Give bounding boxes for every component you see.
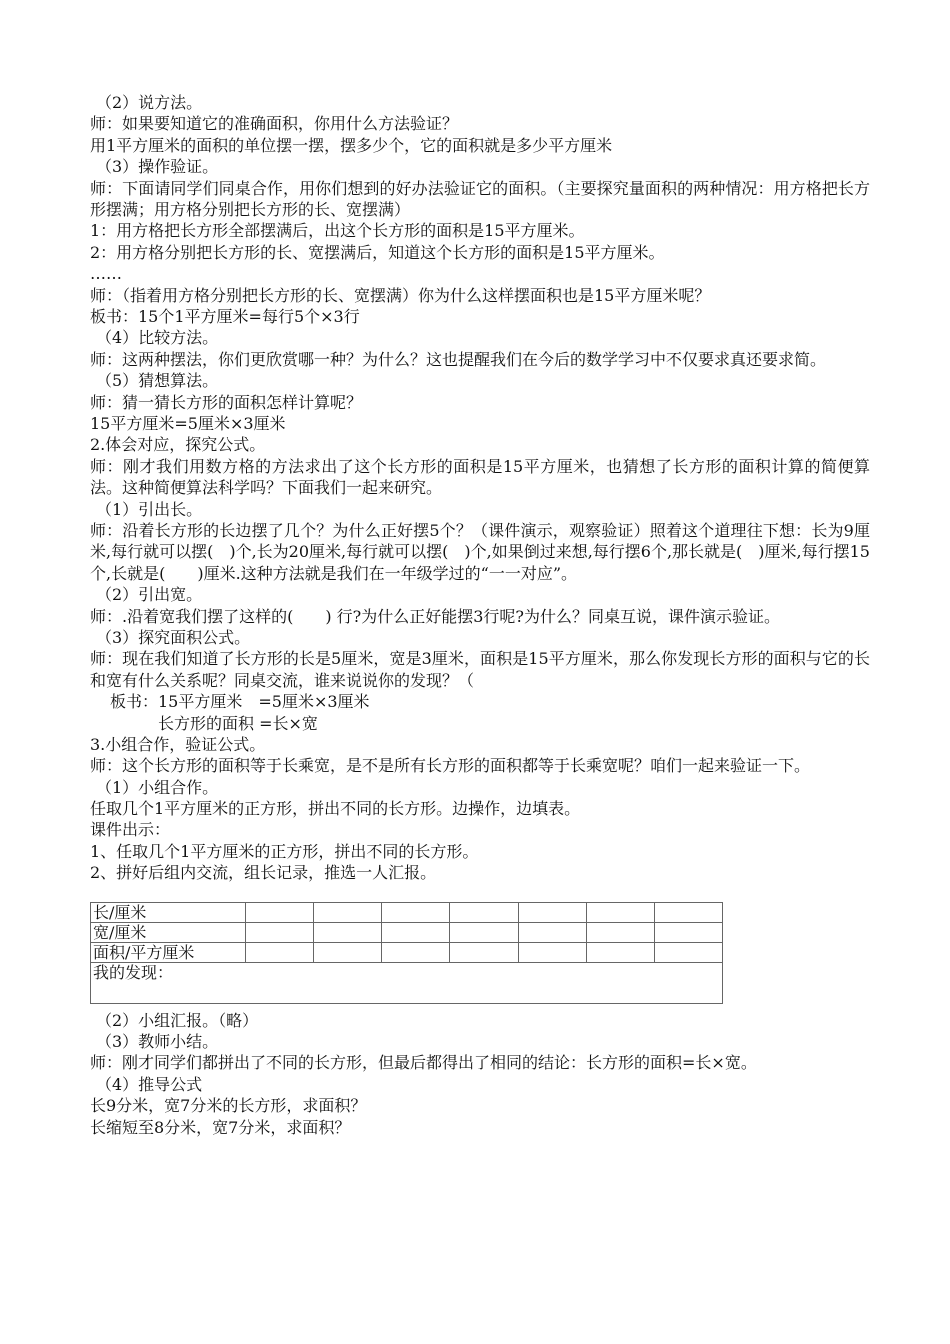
result-2: 2：用方格分别把长方形的长、宽摆满后，知道这个长方形的面积是15平方厘米。 xyxy=(90,242,665,262)
table-cell xyxy=(654,922,722,942)
section-summary xyxy=(90,1010,870,1138)
courseware-item-2: 2、拼好后组内交流，组长记录，推选一人汇报。 xyxy=(90,863,437,883)
teacher-verify-all: 师：这个长方形的面积等于长乘宽，是不是所有长方形的面积都等于长乘宽呢？咱们一起来验证一下。 xyxy=(90,756,811,776)
teacher-formula: 师：现在我们知道了长方形的长是5厘米，宽是3厘米，面积是15平方厘米，那么你发现长方形的面积与它的长和宽有什么关系呢？同桌交流，谁来说说你的发现？（ xyxy=(90,649,870,690)
board-note-1: 板书：15个1平方厘米=每行5个×3行 xyxy=(90,306,360,326)
board-note-2: 板书：15平方厘米 =5厘米×3厘米 xyxy=(110,692,370,712)
table-cell xyxy=(450,902,518,922)
teacher-question: 师：如果要知道它的准确面积，你用什么方法验证？ xyxy=(90,114,459,134)
table-cell xyxy=(314,922,382,942)
section-2-heading: 2.体会对应，探究公式。 xyxy=(90,435,266,455)
heading-width: （2）引出宽。 xyxy=(96,585,203,605)
heading-verify: （3）操作验证。 xyxy=(96,157,219,177)
table-cell xyxy=(382,942,450,962)
table-cell xyxy=(518,942,586,962)
table-cell xyxy=(518,922,586,942)
table-cell xyxy=(314,942,382,962)
table-cell xyxy=(382,902,450,922)
table-row xyxy=(91,942,723,962)
table-cell xyxy=(246,902,314,922)
section-method xyxy=(90,92,870,734)
table-cell xyxy=(586,942,654,962)
table-cell xyxy=(586,922,654,942)
heading-derive: （4）推导公式 xyxy=(96,1074,203,1094)
heading-length: （1）引出长。 xyxy=(96,499,203,519)
heading-guess: （5）猜想算法。 xyxy=(96,371,219,391)
teacher-width: 师：.沿着宽我们摆了这样的( ) 行?为什么正好能摆3行呢?为什么？同桌互说，课件演示验证。 xyxy=(90,606,780,626)
teacher-summary: 师：刚才同学们都拼出了不同的长方形，但最后都得出了相同的结论：长方形的面积=长×宽。 xyxy=(90,1053,757,1073)
teacher-instruction: 师：下面请同学们同桌合作，用你们想到的好办法验证它的面积。（主要探究量面积的两种情况：用方格把长方形摆满；用方格分别把长方形的长、宽摆满） xyxy=(90,178,870,219)
table-cell xyxy=(450,942,518,962)
record-table xyxy=(90,902,723,1004)
row-header-area: 面积/平方厘米 xyxy=(91,942,246,962)
table-cell xyxy=(518,902,586,922)
row-header-width: 宽/厘米 xyxy=(91,922,246,942)
document-page xyxy=(90,92,870,1138)
section-3-heading: 3.小组合作，验证公式。 xyxy=(90,734,266,754)
heading-group: （1）小组合作。 xyxy=(96,777,219,797)
courseware-label: 课件出示： xyxy=(90,820,171,840)
table-row xyxy=(91,922,723,942)
table-cell xyxy=(450,922,518,942)
heading-compare: （4）比较方法。 xyxy=(96,328,219,348)
table-row xyxy=(91,902,723,922)
table-cell xyxy=(314,902,382,922)
exercise-1: 长9分米，宽7分米的长方形，求面积？ xyxy=(90,1096,367,1116)
board-note-3: 长方形的面积 =长×宽 xyxy=(158,713,318,733)
heading-report: （2）小组汇报。（略） xyxy=(96,1010,259,1030)
findings-cell: 我的发现： xyxy=(91,962,723,1003)
heading-say-method: （2）说方法。 xyxy=(96,93,203,112)
teacher-compare: 师：这两种摆法，你们更欣赏哪一种？为什么？这也提醒我们在今后的数学学习中不仅要求真还要求简。 xyxy=(90,349,827,369)
group-instruction: 任取几个1平方厘米的正方形，拼出不同的长方形。边操作，边填表。 xyxy=(90,799,581,819)
guess-formula: 15平方厘米=5厘米×3厘米 xyxy=(90,413,286,433)
courseware-item-1: 1、任取几个1平方厘米的正方形，拼出不同的长方形。 xyxy=(90,841,479,861)
result-1: 1：用方格把长方形全部摆满后，出这个长方形的面积是15平方厘米。 xyxy=(90,221,585,241)
row-header-length: 长/厘米 xyxy=(91,902,246,922)
table-row xyxy=(91,962,723,1003)
table-cell xyxy=(246,942,314,962)
section-group-work xyxy=(90,734,870,884)
table-cell xyxy=(246,922,314,942)
teacher-why: 师：（指着用方格分别把长方形的长、宽摆满）你为什么这样摆面积也是15平方厘米呢？ xyxy=(90,285,711,305)
heading-formula: （3）探究面积公式。 xyxy=(96,627,251,647)
teacher-length: 师：沿着长方形的长边摆了几个？为什么正好摆5个？（课件演示，观察验证）照着这个道理往下想：长为9厘米,每行就可以摆( )个,长为20厘米,每行就可以摆( )个,如果倒过来想,每行摆6个,那长就是( )厘米,每行摆15个,长就是( )厘米.这种方法就是我们在一年级学过的“一一对应”。 xyxy=(90,520,870,583)
exercise-2: 长缩短至8分米，宽7分米，求面积？ xyxy=(90,1117,351,1137)
ellipsis: …… xyxy=(90,264,122,284)
table-cell xyxy=(654,902,722,922)
teacher-guess: 师：猜一猜长方形的面积怎样计算呢？ xyxy=(90,392,363,412)
table-cell xyxy=(586,902,654,922)
table-cell xyxy=(382,922,450,942)
method-answer: 用1平方厘米的面积的单位摆一摆，摆多少个，它的面积就是多少平方厘米 xyxy=(90,135,613,155)
teacher-research: 师：刚才我们用数方格的方法求出了这个长方形的面积是15平方厘米，也猜想了长方形的面积计算的简便算法。这种简便算法科学吗？下面我们一起来研究。 xyxy=(90,456,870,498)
table-cell xyxy=(654,942,722,962)
heading-summary: （3）教师小结。 xyxy=(96,1032,219,1052)
